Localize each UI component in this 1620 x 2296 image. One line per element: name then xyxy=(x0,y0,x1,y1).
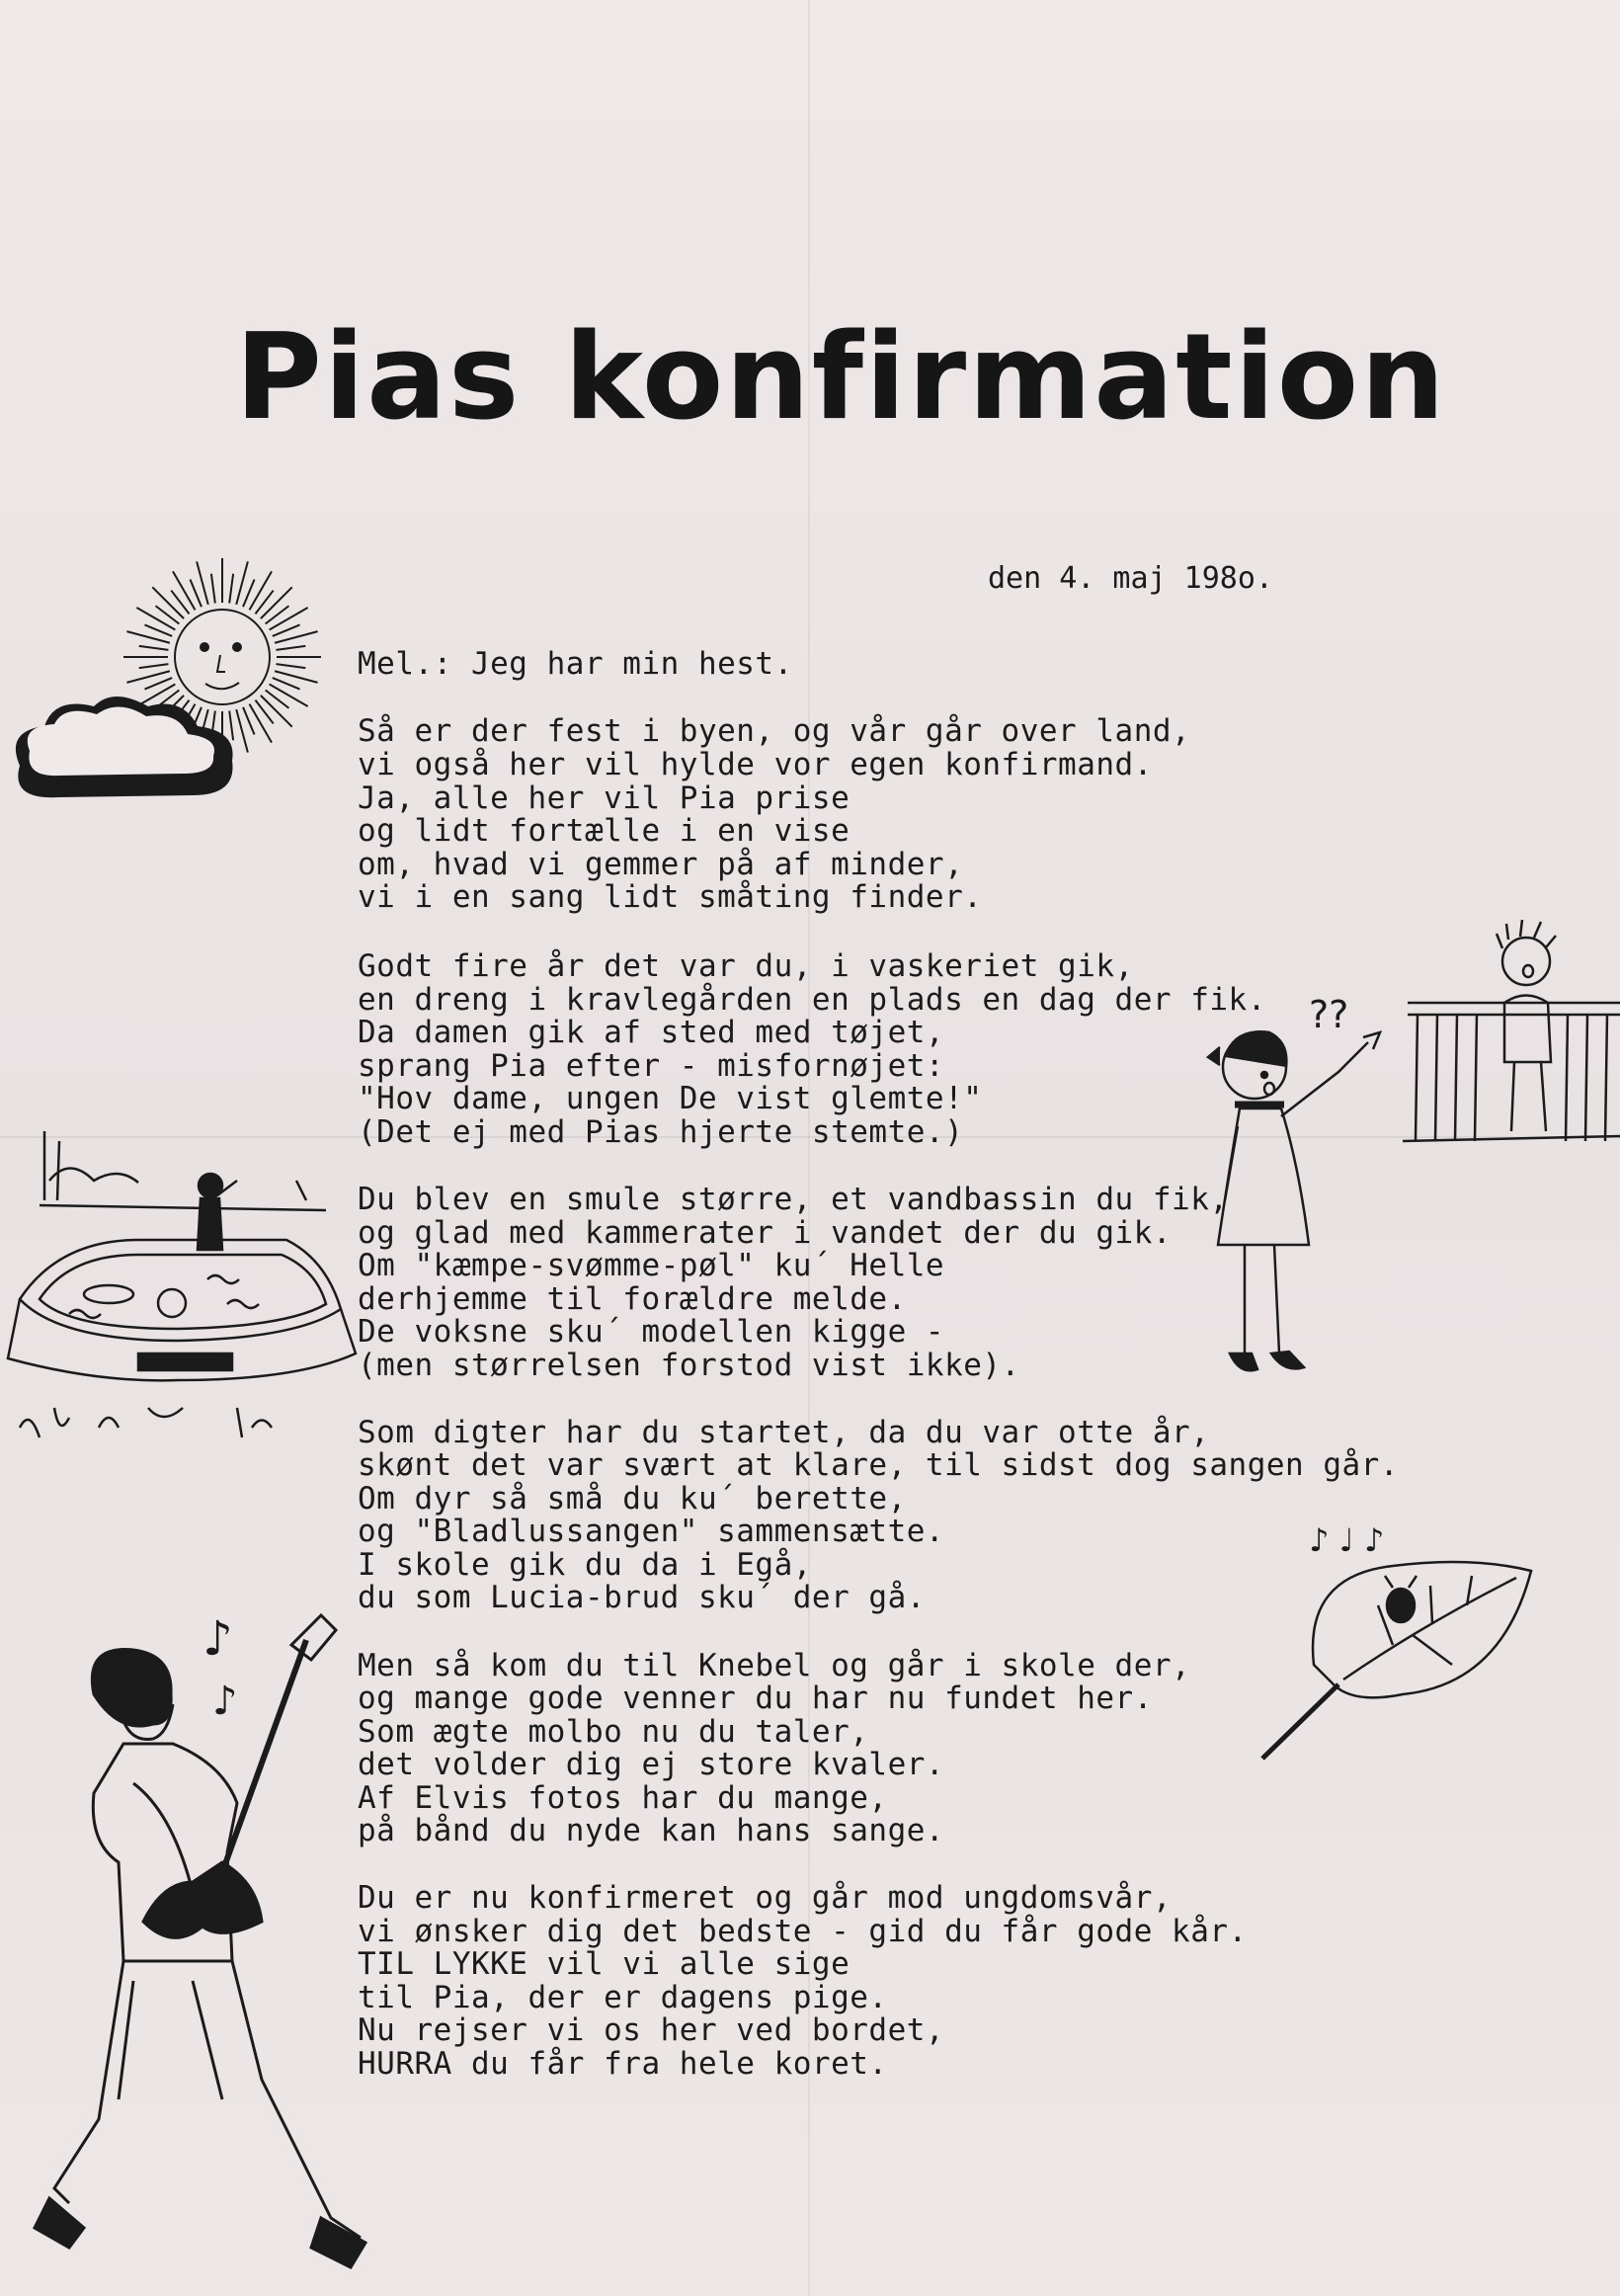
verse-line: HURRA du får fra hele koret. xyxy=(358,2046,888,2082)
verse-line: TIL LYKKE vil vi alle sige xyxy=(358,1946,850,1982)
sun-ray xyxy=(270,608,308,630)
verse-line: De voksne sku´ modellen kigge - xyxy=(358,1314,945,1350)
sun-ray xyxy=(136,685,175,707)
sun-ray xyxy=(136,608,175,630)
sun-cloud-illustration xyxy=(0,548,356,835)
verse-line: vi i en sang lidt småting finder. xyxy=(358,879,983,915)
swimming-pool-illustration xyxy=(0,1111,365,1477)
verse-line: det volder dig ej store kvaler. xyxy=(358,1747,945,1782)
sun-ray xyxy=(152,587,184,618)
verse-line: skønt det var svært at klare, til sidst dog sangen går. xyxy=(358,1447,1399,1483)
verse-line: (men størrelsen forstod vist ikke). xyxy=(358,1348,1020,1383)
sun-ray xyxy=(270,685,308,707)
svg-text:??: ?? xyxy=(1309,993,1349,1036)
sun-ray xyxy=(277,664,306,668)
date-line: den 4. maj 198o. xyxy=(988,561,1273,596)
verse-line: sprang Pia efter - misfornøjet: xyxy=(358,1048,945,1084)
girl-pointing-illustration xyxy=(1190,988,1388,1403)
verse-line: du som Lucia-brud sku´ der gå. xyxy=(358,1580,926,1615)
verse-line: Ja, alle her vil Pia prise xyxy=(358,780,850,816)
verse-line: Så er der fest i byen, og vår går over land, xyxy=(358,713,1191,749)
verse-line: vi også her vil hylde vor egen konfirmand. xyxy=(358,747,1153,782)
verse-line: Nu rejser vi os her ved bordet, xyxy=(358,2012,945,2048)
svg-text:♪: ♪ xyxy=(212,1679,238,1724)
verse-line: Om dyr så små du ku´ berette, xyxy=(358,1481,907,1517)
verse-line: Om "kæmpe-svømme-pøl" ku´ Helle xyxy=(358,1248,945,1283)
svg-text:♪: ♪ xyxy=(202,1611,233,1667)
sun-ray xyxy=(250,571,273,610)
verse-line: Da damen gik af sted med tøjet, xyxy=(358,1015,945,1050)
verse-line: "Hov dame, ungen De vist glemte!" xyxy=(358,1081,983,1116)
verse-line: en dreng i kravlegården en plads en dag der fik. xyxy=(358,982,1266,1018)
verse-line: Af Elvis fotos har du mange, xyxy=(358,1780,888,1816)
verse-line: og lidt fortælle i en vise xyxy=(358,813,850,849)
ladybug-leaf-illustration xyxy=(1255,1517,1541,1773)
sun-ray xyxy=(139,646,169,650)
verse-line: Som ægte molbo nu du taler, xyxy=(358,1714,869,1750)
verse-line: Som digter har du startet, da du var otte år, xyxy=(358,1415,1210,1450)
verse-line: Du blev en smule større, et vandbassin du fik, xyxy=(358,1182,1229,1217)
sun-ray xyxy=(173,571,196,610)
verse-line: Godt fire år det var du, i vaskeriet gik, xyxy=(358,948,1134,984)
sun-ray xyxy=(229,574,233,604)
verse-line: om, hvad vi gemmer på af minder, xyxy=(358,847,964,882)
verse-line: Du er nu konfirmeret og går mod ungdomsvår, xyxy=(358,1880,1173,1916)
sun-ray xyxy=(261,696,292,727)
page-title: Pias konfirmation xyxy=(235,309,1447,447)
verse-line: og "Bladlussangen" sammensætte. xyxy=(358,1514,945,1549)
crying-child-playpen-illustration xyxy=(1398,904,1620,1151)
verse-line: I skole gik du da i Egå, xyxy=(358,1547,812,1583)
verse-line: og glad med kammerater i vandet der du gik. xyxy=(358,1215,1173,1251)
verse-line: til Pia, der er dagens pige. xyxy=(358,1980,888,2015)
sun-ray xyxy=(229,711,233,741)
svg-text:♪ ♩ ♪: ♪ ♩ ♪ xyxy=(1309,1521,1385,1559)
verse-line: (Det ej med Pias hjerte stemte.) xyxy=(358,1114,964,1150)
verse-line: derhjemme til forældre melde. xyxy=(358,1281,907,1317)
verse-line: og mange gode venner du har nu fundet her. xyxy=(358,1681,1153,1716)
sun-ray xyxy=(250,704,273,743)
melody-line: Mel.: Jeg har min hest. xyxy=(358,646,793,682)
verse-line: Men så kom du til Knebel og går i skole der, xyxy=(358,1648,1191,1683)
verse-line: på bånd du nyde kan hans sange. xyxy=(358,1813,945,1848)
sun-ray xyxy=(211,574,215,604)
guitar-player-illustration xyxy=(25,1586,400,2277)
sun-ray xyxy=(139,664,169,668)
sun-ray xyxy=(277,646,306,650)
sun-ray xyxy=(261,587,292,618)
verse-line: vi ønsker dig det bedste - gid du får gode kår. xyxy=(358,1914,1248,1949)
